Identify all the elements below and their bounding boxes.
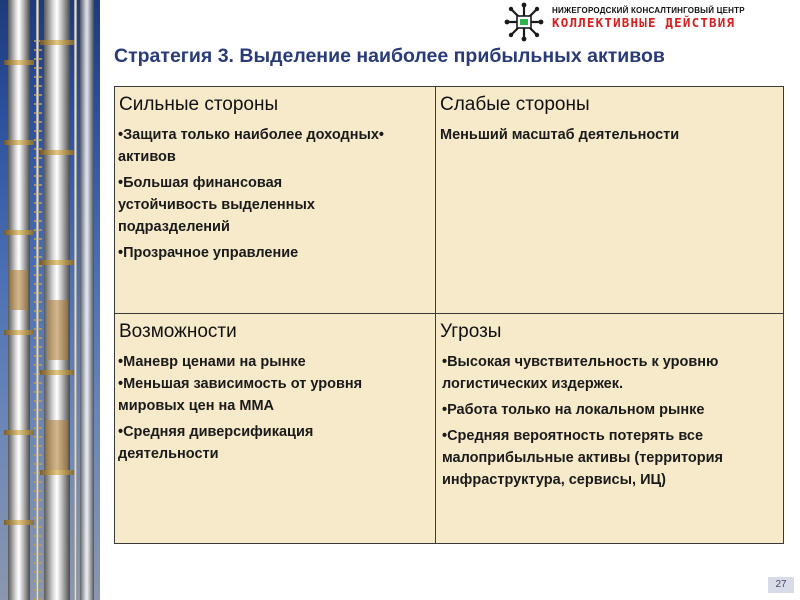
list-item: активов <box>118 149 176 165</box>
list-item: •Прозрачное управление <box>118 245 299 261</box>
logo-subtitle: НИЖЕГОРОДСКИЙ КОНСАЛТИНГОВЫЙ ЦЕНТР <box>552 6 745 15</box>
list-item: •Работа только на локальном рынке <box>442 402 705 418</box>
threats-cell <box>436 314 785 545</box>
rust-patch <box>48 300 68 360</box>
threats-heading: Угрозы <box>440 321 502 342</box>
list-item: мировых цен на ММА <box>118 398 274 414</box>
weaknesses-cell <box>436 87 785 313</box>
platform-ring <box>40 150 74 155</box>
list-item: •Средняя вероятность потерять все <box>442 428 704 444</box>
list-item: логистических издержек. <box>442 376 624 392</box>
platform-ring <box>40 40 74 45</box>
rust-patch <box>46 420 68 470</box>
company-logo <box>500 2 800 42</box>
strengths-list <box>115 124 435 268</box>
list-item: подразделений <box>118 219 230 235</box>
swot-table <box>114 86 784 544</box>
platform-ring <box>4 230 34 235</box>
list-item: •Большая финансовая <box>118 175 283 191</box>
platform-ring <box>4 140 34 145</box>
platform-ring <box>4 330 34 335</box>
list-item: •Высокая чувствительность к уровню <box>442 354 719 370</box>
logo-name: КОЛЛЕКТИВНЫЕ ДЕЙСТВИЯ <box>552 15 736 30</box>
list-item: инфраструктура, сервисы, ИЦ) <box>442 472 666 488</box>
strengths-heading: Сильные стороны <box>119 94 279 115</box>
weaknesses-heading: Слабые стороны <box>440 94 590 115</box>
slide-title: Стратегия 3. Выделение наиболее прибыльных активов <box>114 45 665 67</box>
opportunities-heading: Возможности <box>119 321 237 342</box>
rust-patch <box>10 270 28 310</box>
platform-ring <box>4 520 34 525</box>
weaknesses-list <box>436 124 785 150</box>
list-item: •Средняя диверсификация <box>118 424 314 440</box>
pipe <box>74 0 77 600</box>
opportunities-list <box>115 351 435 469</box>
list-item: •Защита только наиболее доходных• <box>118 127 384 143</box>
opportunities-cell <box>115 314 435 545</box>
list-item: малоприбыльные активы (территория <box>442 450 723 466</box>
strengths-cell <box>115 87 435 313</box>
pipe <box>36 0 39 600</box>
platform-ring <box>4 430 34 435</box>
platform-ring <box>40 370 74 375</box>
platform-ring <box>40 470 74 475</box>
list-item: Меньший масштаб деятельности <box>440 127 680 143</box>
list-item: деятельности <box>118 446 219 462</box>
logo-people-icon <box>502 2 546 42</box>
list-item: •Маневр ценами на рынке <box>118 354 306 370</box>
page-number: 27 <box>768 577 794 593</box>
list-item: •Меньшая зависимость от уровня <box>118 376 363 392</box>
platform-ring <box>40 260 74 265</box>
column-tower <box>80 0 94 600</box>
refinery-photo <box>0 0 100 600</box>
list-item: устойчивость выделенных <box>118 197 315 213</box>
platform-ring <box>4 60 34 65</box>
threats-list <box>436 351 785 495</box>
